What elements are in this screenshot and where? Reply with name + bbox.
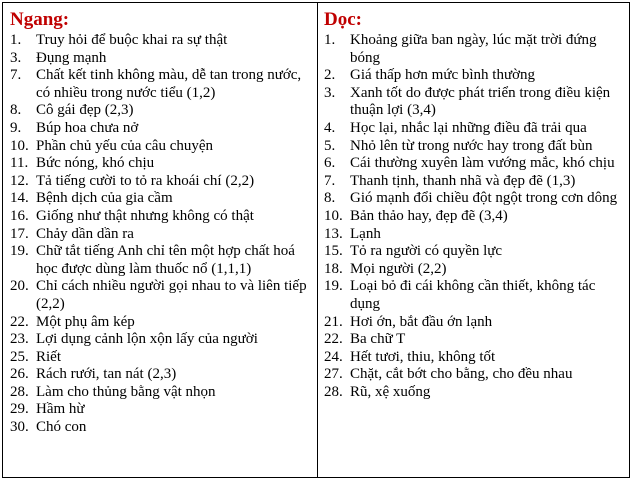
down-clue <box>324 226 625 244</box>
across-clue <box>10 67 313 102</box>
clue-number: 12. <box>10 172 29 189</box>
across-clue <box>10 384 313 402</box>
across-clue <box>10 190 313 208</box>
clue-text: Truy hỏi để buộc khai ra sự thật <box>36 32 228 48</box>
clue-number: 30. <box>10 419 29 436</box>
down-clue <box>324 349 625 367</box>
down-clue <box>324 32 625 67</box>
clue-text: Chữ tắt tiếng Anh chỉ tên một hợp chất hoá học được dùng làm thuốc nổ (1,1,1) <box>36 243 295 277</box>
clue-number: 13. <box>324 225 343 242</box>
down-clue <box>324 261 625 279</box>
clue-number: 27. <box>324 366 343 383</box>
across-clue <box>10 419 313 437</box>
clue-text: Học lại, nhắc lại những điều đã trải qua <box>350 119 587 136</box>
across-clue-list <box>10 32 313 437</box>
clue-text: Hầm hừ <box>36 401 85 418</box>
clue-number: 19. <box>324 278 343 295</box>
clue-number: 18. <box>324 260 343 277</box>
clue-text: Giá thấp hơn mức bình thường <box>350 67 536 84</box>
clue-text: Chó con <box>36 419 87 436</box>
clue-text: Riết <box>36 348 61 365</box>
down-clue <box>324 67 625 85</box>
clue-number: 11. <box>10 155 29 172</box>
down-clue <box>324 243 625 261</box>
across-clue <box>10 120 313 138</box>
clue-number: 3. <box>10 49 22 66</box>
clue-number: 8. <box>10 102 22 119</box>
across-clue <box>10 243 313 278</box>
clue-number: 24. <box>324 348 343 365</box>
down-clue <box>324 173 625 191</box>
across-clue <box>10 50 313 68</box>
clue-text: Bức nóng, khó chịu <box>36 155 155 172</box>
down-clue <box>324 190 625 208</box>
clue-text: Búp hoa chưa nở <box>36 119 139 136</box>
clue-number: 26. <box>10 366 29 383</box>
clue-number: 15. <box>324 243 343 260</box>
clue-number: 5. <box>324 137 336 154</box>
clue-number: 19. <box>10 243 29 260</box>
across-clue <box>10 208 313 226</box>
across-clue <box>10 173 313 191</box>
clue-text: Chặt, cắt bớt cho bằng, cho đều nhau <box>350 366 573 383</box>
clue-number: 23. <box>10 331 29 348</box>
clue-text: Hơi ớn, bắt đầu ớn lạnh <box>350 313 493 330</box>
clue-text: Lạnh <box>350 225 381 242</box>
across-clue <box>10 278 313 313</box>
across-clue <box>10 32 313 50</box>
clue-text: Giống như thật nhưng không có thật <box>36 207 254 224</box>
clue-text: Làm cho thủng bằng vật nhọn <box>36 383 216 400</box>
across-column <box>3 3 318 477</box>
across-clue <box>10 349 313 367</box>
clue-number: 28. <box>10 383 29 400</box>
clue-text: Chỉ cách nhiều người gọi nhau to và liên tiếp (2,2) <box>36 278 307 312</box>
clue-text: Đụng mạnh <box>36 49 107 66</box>
clue-text: Chảy dần dần ra <box>36 225 134 242</box>
clue-number: 21. <box>324 313 343 330</box>
clue-number: 7. <box>324 172 336 189</box>
clue-text: Bản thảo hay, đẹp đẽ (3,4) <box>350 207 508 224</box>
clue-number: 17. <box>10 225 29 242</box>
down-clue <box>324 155 625 173</box>
clue-text: Tỏ ra người có quyền lực <box>350 243 503 260</box>
down-clue <box>324 85 625 120</box>
clue-text: Khoảng giữa ban ngày, lúc mặt trời đứng bóng <box>350 32 597 66</box>
across-clue <box>10 226 313 244</box>
clue-text: Tả tiếng cười to tỏ ra khoái chí (2,2) <box>36 172 255 189</box>
across-clue <box>10 314 313 332</box>
clue-text: Nhỏ lên từ trong nước hay trong đất bùn <box>350 137 593 154</box>
clue-text: Bệnh dịch của gia cầm <box>36 190 173 207</box>
across-clue <box>10 155 313 173</box>
clue-number: 20. <box>10 278 29 295</box>
clue-number: 9. <box>10 119 22 136</box>
clue-text: Một phụ âm kép <box>36 313 135 330</box>
across-clue <box>10 401 313 419</box>
down-heading: Dọc: <box>324 9 362 30</box>
clue-text: Ba chữ T <box>350 331 406 348</box>
down-clue <box>324 331 625 349</box>
down-column <box>318 3 629 477</box>
clue-text: Rũ, xệ xuống <box>350 383 431 400</box>
clue-number: 22. <box>10 313 29 330</box>
down-clue <box>324 208 625 226</box>
across-clue <box>10 138 313 156</box>
clue-text: Xanh tốt do được phát triển trong điều kiện thuận lợi (3,4) <box>350 84 611 119</box>
clue-number: 2. <box>324 67 336 84</box>
clue-text: Rách rưới, tan nát (2,3) <box>36 366 177 383</box>
clue-number: 29. <box>10 401 29 418</box>
clue-number: 14. <box>10 190 29 207</box>
clue-number: 10. <box>10 137 29 154</box>
clue-number: 3. <box>324 84 336 101</box>
down-clue <box>324 278 625 313</box>
across-clue <box>10 366 313 384</box>
clue-number: 1. <box>324 32 336 48</box>
clue-number: 28. <box>324 383 343 400</box>
across-clue <box>10 102 313 120</box>
clue-text: Hết tươi, thiu, không tốt <box>350 348 496 365</box>
clue-text: Thanh tịnh, thanh nhã và đẹp đẽ (1,3) <box>350 172 576 189</box>
down-clue <box>324 138 625 156</box>
clue-number: 7. <box>10 67 22 84</box>
down-clue <box>324 314 625 332</box>
clue-text: Mọi người (2,2) <box>350 260 447 277</box>
clue-number: 8. <box>324 190 336 207</box>
clue-number: 22. <box>324 331 343 348</box>
clue-number: 6. <box>324 155 336 172</box>
clue-text: Loại bỏ đi cái không cần thiết, không tác dụng <box>350 278 596 312</box>
clue-text: Cô gái đẹp (2,3) <box>36 102 134 119</box>
clue-number: 10. <box>324 207 343 224</box>
clue-number: 25. <box>10 348 29 365</box>
across-heading: Ngang: <box>10 9 70 30</box>
clue-number: 1. <box>10 32 22 48</box>
down-clue <box>324 120 625 138</box>
clue-text: Cái thường xuyên làm vướng mắc, khó chịu <box>350 155 615 172</box>
clue-text: Lợi dụng cảnh lộn xộn lấy của người <box>36 331 258 348</box>
down-clue-list <box>324 32 625 401</box>
across-clue <box>10 331 313 349</box>
down-clue <box>324 366 625 384</box>
clue-text: Gió mạnh đổi chiều đột ngột trong cơn dông <box>350 190 618 207</box>
clue-number: 16. <box>10 207 29 224</box>
clue-table <box>2 2 630 478</box>
clue-text: Chất kết tinh không màu, dễ tan trong nước, có nhiều trong nước tiểu (1,2) <box>36 67 302 101</box>
clue-number: 4. <box>324 119 336 136</box>
down-clue <box>324 384 625 402</box>
clue-text: Phần chủ yếu của câu chuyện <box>36 137 214 154</box>
